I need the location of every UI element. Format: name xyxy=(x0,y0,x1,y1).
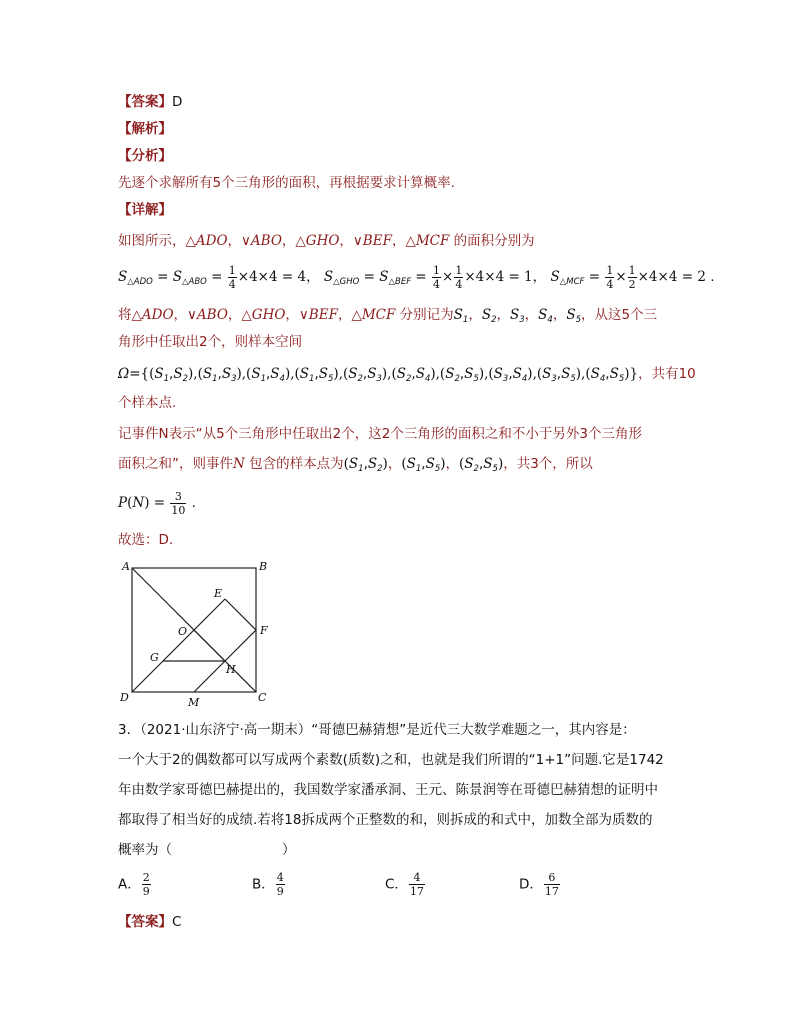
option-letter: D． xyxy=(519,876,543,893)
answer-value: D xyxy=(172,94,183,110)
q3-answer-line xyxy=(118,912,181,932)
q3-line-5 xyxy=(118,840,296,860)
detail-text: 包含的样本点为 xyxy=(249,456,344,472)
detail-line-8: 面积之和”，则事件N 包含的样本点为$(S_1,S_2)$，$(S_1,S_5)$，$(S_2,S_5)$，共3个，所以 xyxy=(118,456,593,474)
q3-answer-value: C xyxy=(172,914,182,930)
label-D: D xyxy=(120,691,129,704)
detail-line-4: 角形中任取出2个，则样本空间 xyxy=(118,334,303,350)
label-M: M xyxy=(188,696,200,708)
label-G: G xyxy=(150,651,159,664)
detail-line-7: 记事件N表示“从5个三角形中任取出2个，这2个三角形的面积之和不小于另外3个三角形 xyxy=(118,426,642,442)
answer-tag: 【答案】 xyxy=(118,94,172,110)
option-letter: A． xyxy=(118,876,141,893)
detail-text: 的面积分别为 xyxy=(453,233,535,249)
option-A xyxy=(118,871,152,898)
fenxi-text: 先逐个求解所有5个三角形的面积，再根据要求计算概率. xyxy=(118,175,455,191)
segment-FH xyxy=(225,630,256,661)
answer-line xyxy=(118,92,182,112)
option-B xyxy=(252,871,286,898)
option-denominator: 17 xyxy=(544,885,559,898)
sample-space: $\Omega=\{(S_1,S_2),(S_1,S_3),(S_1,S_4),(S_1,S_5),(S_2,S_3),(S_2,S_4),(S_2,S_5),(S_3,S_4),(S_3,S_5),(S_4,S_5)\}$，共有10 xyxy=(118,366,696,384)
diagonal-DE xyxy=(132,599,225,692)
detail-text: 分别记为 xyxy=(399,307,454,323)
q3-line-4: 都取得了相当好的成绩.若将18拆成两个正整数的和，则拆成的和式中，加数全部为质数的 xyxy=(118,812,653,828)
q3-answer-tag: 【答案】 xyxy=(118,914,172,930)
detail-line-1: 如图所示，△ADO，∨ABO，△GHO，∨BEF，△MCF 的面积分别为 xyxy=(118,233,535,249)
option-letter: C． xyxy=(385,876,408,893)
option-letter: B． xyxy=(252,876,275,893)
detail-text: ，共3个，所以 xyxy=(503,456,593,472)
option-numerator: 2 xyxy=(142,871,150,884)
label-E: E xyxy=(214,587,223,600)
probability-result: P(N) = $\frac{3}{10}$ . xyxy=(118,489,196,517)
option-denominator: 9 xyxy=(142,885,150,898)
option-numerator: 4 xyxy=(409,871,425,885)
segment-EF xyxy=(225,599,256,630)
q3-text: ） xyxy=(282,842,296,858)
detail-text: 将 xyxy=(118,307,132,323)
detail-line-3: 将△ADO，∨ABO，△GHO，∨BEF，△MCF 分别记为$S_1$，$S_2$，$S_3$，$S_4$，$S_5$，从这5个三 xyxy=(118,307,658,325)
jiexi-heading: 【解析】 xyxy=(118,121,172,137)
area-formulas: $S_{\triangle ADO} = S_{\triangle ABO}$ = $\frac{1}{4}$ ×4×4 = 4， $S_{\triangle GHO} = S_{\triangle BEF}$ = $\frac{1}{4}$ × $\frac{1}{4}$ ×4×4 = 1， $S_{\triangle MCF}$ = $\frac{1}{4}$ × $\frac{1}{2}$ ×4×4 = 2 . xyxy=(118,263,715,291)
xiangjie-heading: 【详解】 xyxy=(118,202,172,218)
detail-text: ，从这5个三 xyxy=(581,307,658,323)
label-O: O xyxy=(178,625,188,638)
label-A: A xyxy=(122,560,130,573)
label-F: F xyxy=(260,624,268,637)
segment-HM xyxy=(194,661,225,692)
detail-text: ，共有10 xyxy=(638,366,696,382)
q3-line-3: 年由数学家哥德巴赫提出的，我国数学家潘承洞、王元、陈景润等在哥德巴赫猜想的证明中 xyxy=(118,782,658,798)
detail-text: 面积之和”，则事件 xyxy=(118,456,233,472)
option-denominator: 17 xyxy=(409,885,424,898)
option-numerator: 4 xyxy=(276,871,284,884)
label-C: C xyxy=(258,691,267,704)
label-H: H xyxy=(226,663,236,676)
option-D xyxy=(519,871,561,898)
label-B: B xyxy=(259,560,268,573)
segment-OH xyxy=(194,630,225,661)
option-C xyxy=(385,871,426,898)
conclusion: 故选：D. xyxy=(118,532,174,548)
fenxi-heading: 【分析】 xyxy=(118,148,172,164)
option-numerator: 6 xyxy=(544,871,560,885)
tangram-figure xyxy=(116,560,276,708)
q3-line-2: 一个大于2的偶数都可以写成两个素数(质数)之和，也就是我们所谓的“1+1”问题.它是1742 xyxy=(118,752,664,768)
option-denominator: 9 xyxy=(276,885,284,898)
detail-line-6: 个样本点. xyxy=(118,395,177,411)
q3-line-1: 3．（2021·山东济宁·高一期末）“哥德巴赫猜想”是近代三大数学难题之一，其内容是： xyxy=(118,722,636,738)
detail-text: 如图所示， xyxy=(118,233,186,249)
q3-text: 概率为（ xyxy=(118,842,172,858)
